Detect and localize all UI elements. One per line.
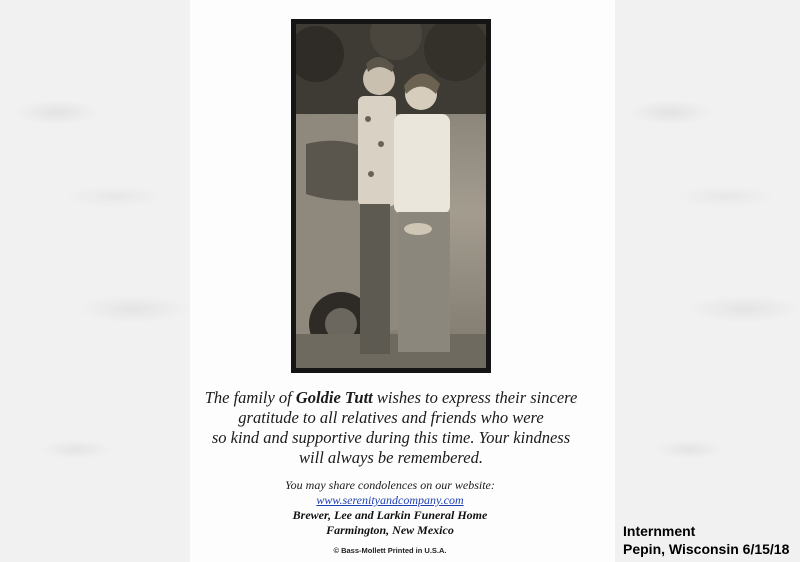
internment-label: Internment (623, 523, 696, 539)
marble-background-right (615, 0, 800, 562)
couple-photo (296, 24, 486, 368)
internment-note (623, 522, 789, 558)
couple-photo-frame (291, 19, 491, 373)
funeral-home-info (250, 508, 530, 538)
couple-photo-illustration (296, 24, 486, 368)
condolences-section (250, 478, 530, 508)
printer-credit: © Bass-Mollett Printed in U.S.A. (333, 546, 447, 555)
marble-background-left (0, 0, 190, 562)
condolences-text: You may share condolences on our website: (285, 478, 495, 492)
message-line1-rest: wishes to express their sincere (376, 388, 578, 407)
deceased-name: Goldie Tutt (295, 388, 373, 407)
message-line4: will always be remembered. (299, 448, 483, 467)
gratitude-message (196, 388, 586, 468)
funeral-home-location: Farmington, New Mexico (326, 523, 454, 537)
message-prefix: The family of (204, 388, 292, 407)
funeral-home-name: Brewer, Lee and Larkin Funeral Home (292, 508, 488, 522)
message-line3: so kind and supportive during this time. Your kindness (211, 428, 571, 447)
website-link[interactable]: www.serenityandcompany.com (316, 493, 464, 507)
internment-detail: Pepin, Wisconsin 6/15/18 (623, 541, 790, 557)
message-line2: gratitude to all relatives and friends who were (238, 408, 544, 427)
